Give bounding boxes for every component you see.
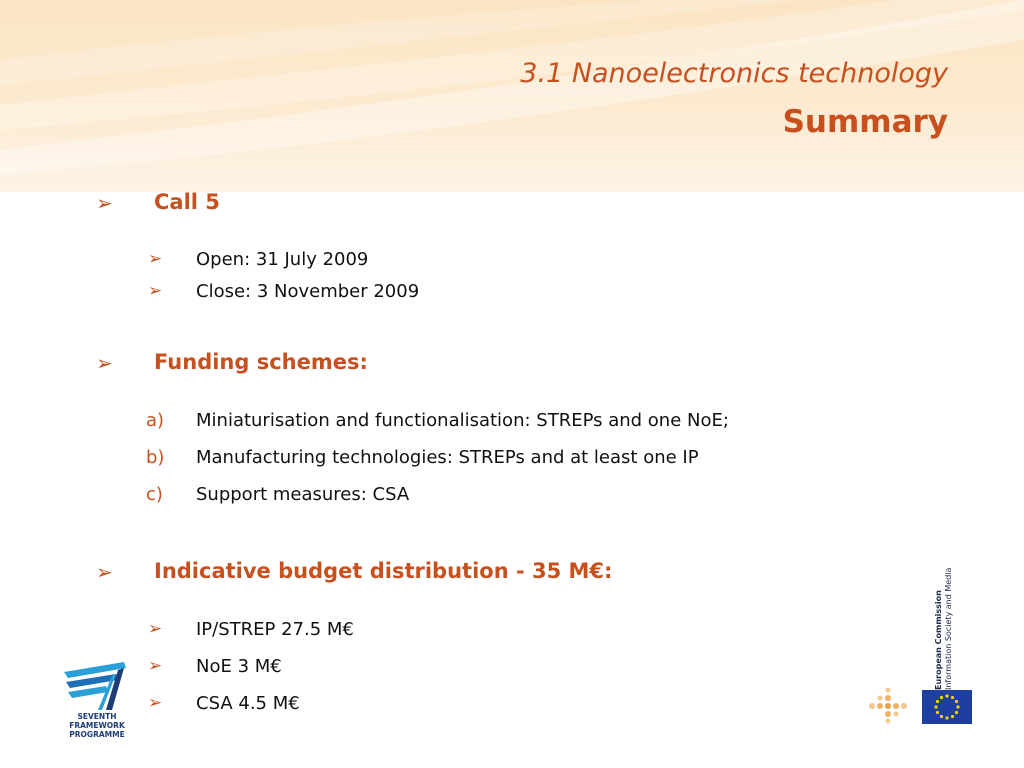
list-item	[148, 656, 282, 677]
item-text: IP/STREP 27.5 M€	[196, 619, 354, 640]
arrow-bullet-icon: ➢	[148, 619, 163, 639]
item-text: CSA 4.5 M€	[196, 693, 300, 714]
heading-text: Call 5	[154, 190, 220, 214]
dots-decoration-icon	[868, 688, 910, 724]
eu-flag-icon	[922, 690, 972, 724]
item-label: a)	[146, 410, 165, 431]
section-heading-funding	[96, 350, 368, 375]
arrow-bullet-icon: ➢	[96, 560, 113, 584]
item-label: b)	[146, 447, 165, 468]
item-text: Support measures: CSA	[196, 484, 410, 505]
item-text: Close: 3 November 2009	[196, 281, 420, 302]
section-heading-budget	[96, 559, 613, 584]
header-banner	[0, 0, 1024, 192]
item-text: Open: 31 July 2009	[196, 249, 369, 270]
ec-line: European Commission	[934, 590, 943, 690]
list-item	[146, 484, 410, 505]
fp7-caption-line: PROGRAMME	[69, 730, 125, 739]
item-text: Manufacturing technologies: STREPs and at least one IP	[196, 447, 699, 468]
list-item	[148, 249, 369, 270]
arrow-bullet-icon: ➢	[96, 191, 113, 215]
heading-text: Indicative budget distribution - 35 M€:	[154, 559, 613, 583]
arrow-bullet-icon: ➢	[148, 693, 163, 713]
list-item	[148, 281, 420, 302]
section-heading-call	[96, 190, 220, 215]
arrow-bullet-icon: ➢	[148, 281, 163, 301]
list-item	[146, 447, 699, 468]
fp7-logo-caption	[54, 712, 140, 739]
item-label: c)	[146, 484, 163, 505]
ec-logo-text	[934, 568, 954, 690]
arrow-bullet-icon: ➢	[148, 656, 163, 676]
list-item	[148, 619, 354, 640]
list-item	[146, 410, 729, 431]
item-text: NoE 3 M€	[196, 656, 282, 677]
item-text: Miniaturisation and functionalisation: STREPs and one NoE;	[196, 410, 729, 431]
arrow-bullet-icon: ➢	[96, 351, 113, 375]
slide-subtitle: Summary	[782, 104, 948, 140]
heading-text: Funding schemes:	[154, 350, 368, 374]
header-wave-decoration	[0, 0, 1024, 192]
arrow-bullet-icon: ➢	[148, 249, 163, 269]
fp7-caption-line: SEVENTH FRAMEWORK	[69, 712, 125, 730]
list-item	[148, 693, 300, 714]
slide-title: 3.1 Nanoelectronics technology	[520, 58, 948, 89]
ec-line: Information Society and Media	[944, 567, 953, 690]
